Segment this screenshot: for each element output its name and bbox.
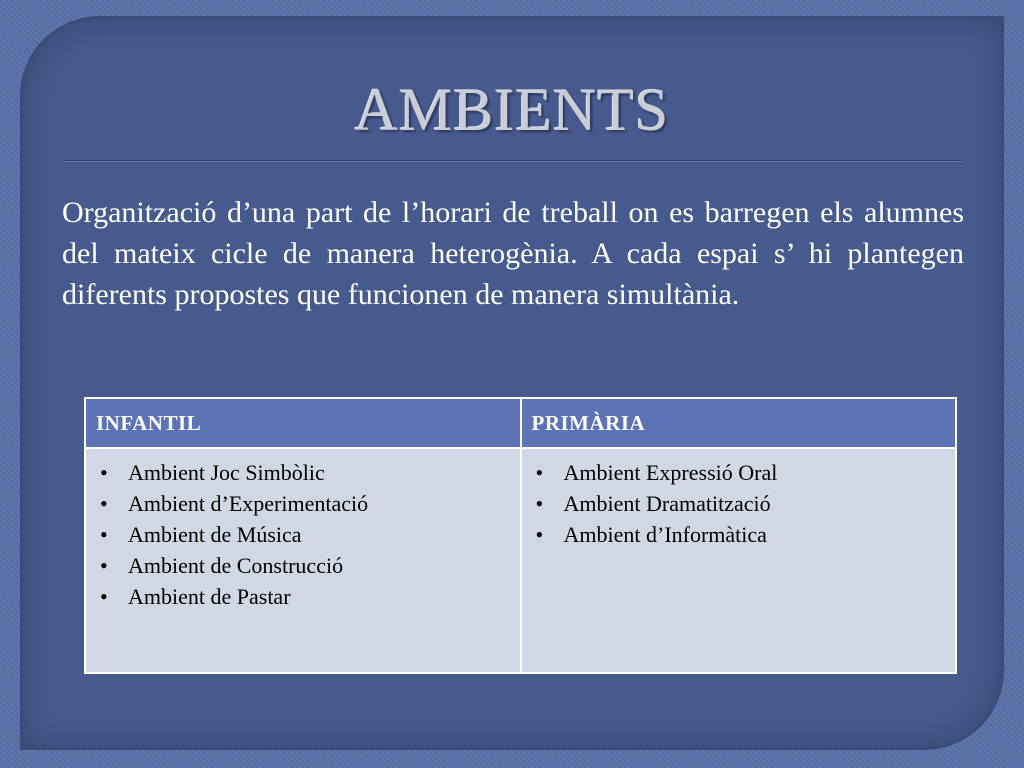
primaria-list [532, 457, 946, 550]
primaria-cell [521, 448, 957, 673]
slide-title: AMBIENTS [354, 77, 670, 143]
infantil-list [96, 457, 510, 612]
list-item: • Ambient de Música [128, 519, 510, 550]
header-primaria: PRIMÀRIA [521, 398, 957, 448]
list-item: • Ambient Joc Simbòlic [128, 457, 510, 488]
title-divider [64, 160, 962, 162]
list-item: • Ambient Dramatització [564, 488, 946, 519]
ambients-table [84, 397, 957, 674]
header-infantil: INFANTIL [85, 398, 521, 448]
list-item: • Ambient d’Experimentació [128, 488, 510, 519]
infantil-cell [85, 448, 521, 673]
list-item: • Ambient Expressió Oral [564, 457, 946, 488]
list-item: • Ambient d’Informàtica [564, 519, 946, 550]
list-item: • Ambient de Construcció [128, 550, 510, 581]
slide-paragraph: Organització d’una part de l’horari de treball on es barregen els alumnes del mateix cicle de manera heterogènia. A cada espai s’ hi plantegen diferents propostes que funcionen de manera simultània. [62, 196, 964, 311]
table-header-row [85, 398, 956, 448]
list-item: • Ambient de Pastar [128, 581, 510, 612]
table-row [85, 448, 956, 673]
